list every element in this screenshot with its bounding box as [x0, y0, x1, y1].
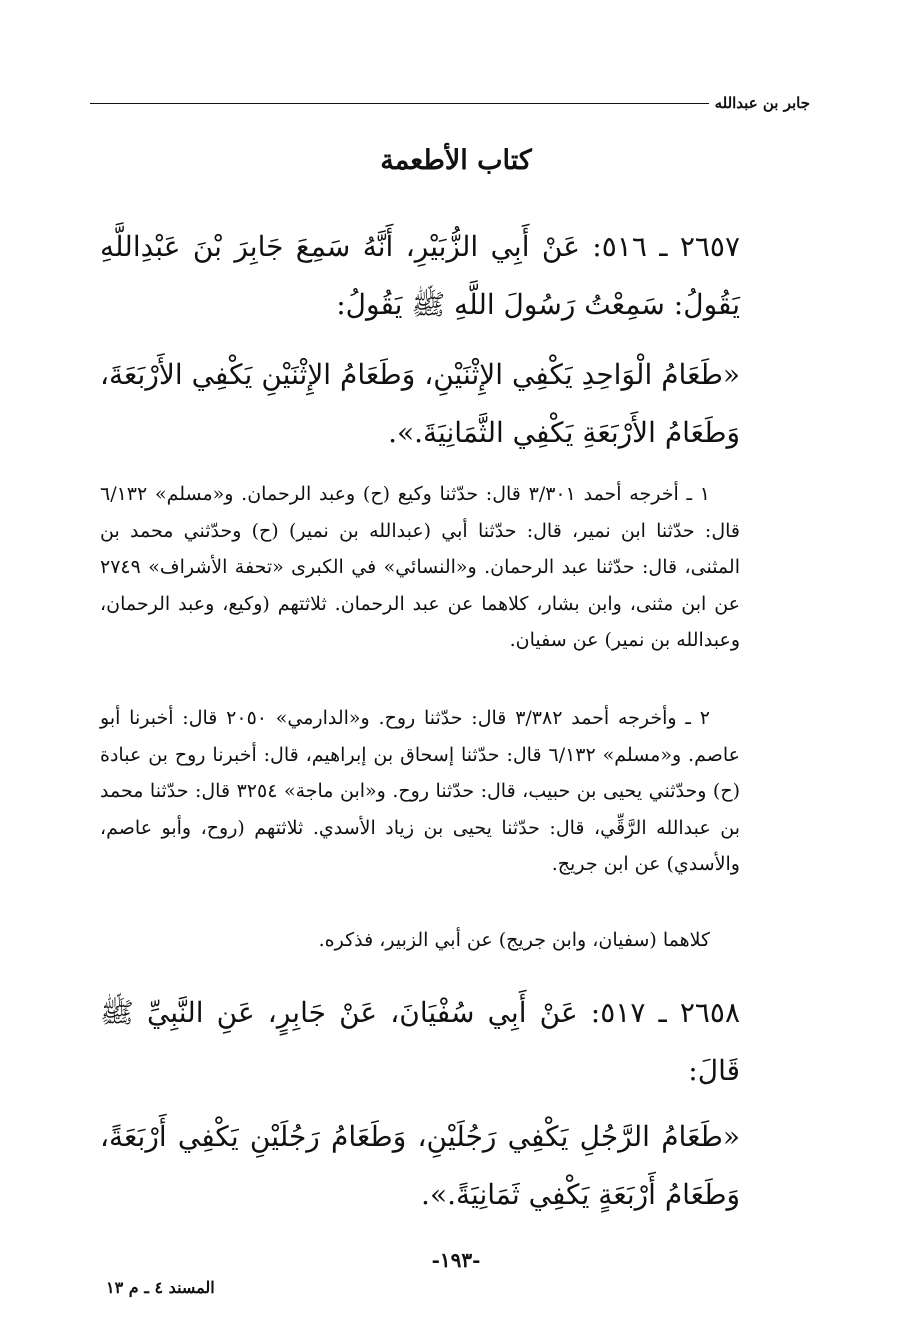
hadith-2-isnad: ٢٦٥٨ ـ ٥١٧: عَنْ أَبِي سُفْيَانَ، عَنْ جَابِرٍ، عَنِ النَّبِيِّ ﷺ قَالَ:	[100, 996, 740, 1087]
signature-mark: المسند ٤ ـ م ١٣	[106, 1278, 215, 1297]
chapter-title: كتاب الأطعمة	[380, 145, 532, 176]
hadith-1-isnad: ٢٦٥٧ ـ ٥١٦: عَنْ أَبِي الزُّبَيْرِ، أَنَّهُ سَمِعَ جَابِرَ بْنَ عَبْدِاللَّهِ يَقُولُ: سَمِعْتُ رَسُولَ اللَّهِ ﷺ يَقُولُ:	[100, 230, 740, 321]
takhrij-paragraph-1: ١ ـ أخرجه أحمد ٣/٣٠١ قال: حدّثنا وكيع (ح) وعبد الرحمان. و«مسلم» ٦/١٣٢ قال: حدّثنا ابن نمير، قال: حدّثنا أبي (عبدالله بن نمير) (ح) وحدّثني محمد بن المثنى، قال: حدّثنا عبد الرحمان. و«النسائي» في الكبرى «تحفة الأشراف» ٢٧٤٩ عن ابن مثنى، وابن بشار، كلاهما عن عبد الرحمان. ثلاثتهم (وكيع، وعبد الرحمان، وعبدالله بن نمير) عن سفيان.	[100, 483, 740, 651]
page-number: -١٩٣-	[431, 1248, 481, 1272]
hadith-1-matn: «طَعَامُ الْوَاحِدِ يَكْفِي الإِثْنَيْنِ، وَطَعَامُ الإِثْنَيْنِ يَكْفِي الأَرْبَعَةَ، وَطَعَامُ الأَرْبَعَةِ يَكْفِي الثَّمَانِيَةَ.».	[100, 358, 740, 449]
running-header	[90, 90, 810, 116]
takhrij-paragraph-2: ٢ ـ وأخرجه أحمد ٣/٣٨٢ قال: حدّثنا روح. و«الدارمي» ٢٠٥٠ قال: أخبرنا أبو عاصم. و«مسلم» ٦/١٣٢ قال: حدّثنا إسحاق بن إبراهيم، قال: أخبرنا روح بن عبادة (ح) وحدّثني يحيى بن حبيب، قال: حدّثنا روح. و«ابن ماجة» ٣٢٥٤ قال: حدّثنا محمد بن عبدالله الرَّقِّي، قال: حدّثنا يحيى بن زياد الأسدي. ثلاثتهم (روح، وأبو عاصم، والأسدي) عن ابن جريج.	[100, 707, 741, 875]
header-rule	[90, 103, 709, 104]
hadith-2-matn: «طَعَامُ الرَّجُلِ يَكْفِي رَجُلَيْنِ، وَطَعَامُ رَجُلَيْنِ يَكْفِي أَرْبَعَةً، وَطَعَامُ أَرْبَعَةٍ يَكْفِي ثَمَانِيَةً.».	[100, 1120, 740, 1211]
running-head-text: جابر بن عبدالله	[714, 94, 810, 112]
takhrij-paragraph-3: كلاهما (سفيان، وابن جريج) عن أبي الزبير، فذكره.	[318, 929, 710, 951]
